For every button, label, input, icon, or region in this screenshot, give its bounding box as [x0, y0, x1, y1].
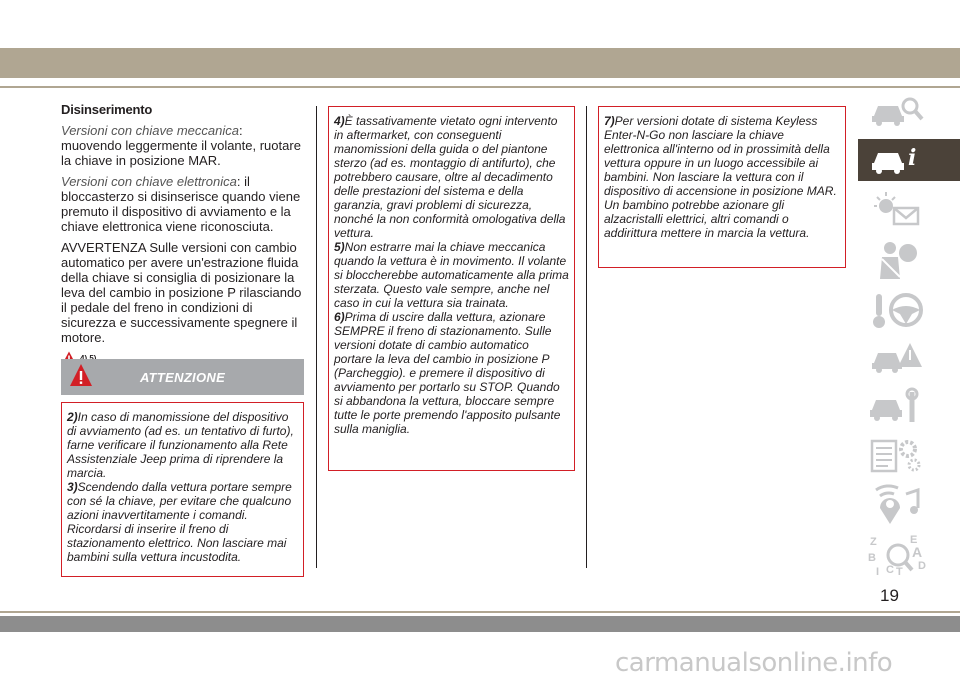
column-divider — [316, 106, 317, 568]
paragraph-body: : muovendo leggermente il volante, ruotare la chiave in posizione MAR. — [61, 123, 301, 168]
section-heading: Disinserimento — [61, 102, 153, 117]
index-letter: Z — [870, 536, 877, 548]
specs-gear-icon — [868, 435, 928, 477]
warning-light-message-icon — [868, 190, 928, 228]
footer-watermark: carmanualsonline.info — [615, 648, 893, 678]
note-text: Scendendo dalla vettura portare sempre con sé la chiave, per evitare che qualcuno azioni inavvertitamente i comandi. Ricordarsi di inserire il freno di stazionamento elettrico. Non lasciare mai bambini sulla vettura incustodita. — [67, 480, 292, 564]
note-number: 6) — [334, 310, 345, 324]
paragraph-warning-note: AVVERTENZA Sulle versioni con cambio automatico per avere un'estrazione fluida della chiave si consiglia di posizionare la leva del cambio in posizione P rilasciando il pedale del freno in condizioni di sicurezza e successivamente spegnere il motore. — [61, 240, 302, 345]
note-item — [334, 310, 569, 436]
multimedia-music-icon — [868, 484, 928, 526]
note-item — [67, 480, 298, 564]
page-number: 19 — [880, 586, 899, 605]
paragraph-mechanical-key — [61, 123, 306, 168]
sidebar-tab-index[interactable] — [858, 531, 960, 577]
bottom-rule — [0, 611, 960, 613]
sidebar-tab-maintenance[interactable] — [858, 384, 960, 426]
sidebar-tab-starting[interactable] — [858, 286, 960, 328]
top-rule — [0, 86, 960, 88]
note-item — [334, 240, 569, 310]
attention-header — [61, 359, 304, 395]
note-text: Non estrarre mai la chiave meccanica quando la vettura è in movimento. Il volante si bloccherebbe automaticamente alla prima sterzata. Questo vale sempre, anche nel caso in cui la vettura sia trainata. — [334, 240, 569, 310]
car-wrench-icon — [868, 386, 928, 428]
index-letter: B — [868, 552, 876, 564]
index-letter: E — [910, 534, 918, 546]
column-1 — [61, 102, 306, 366]
column-divider — [586, 106, 587, 568]
attention-box-1 — [61, 402, 304, 577]
note-text: Per versioni dotate di sistema Keyless Enter-N-Go non lasciare la chiave elettronica all'interno od in prossimità della vettura oppure in un luogo accessibile ai bambini. Non lasciare la vettura con il dispositivo di accensione in posizione MAR. Un bambino potrebbe azionare gli alzacristalli elettrici, altri comandi o addirittura mettere in marcia la vettura. — [604, 114, 837, 240]
note-number: 3) — [67, 480, 78, 494]
note-number: 4) — [334, 114, 345, 128]
note-item — [67, 410, 298, 480]
attention-box-2 — [328, 106, 575, 471]
sidebar-tab-car-info[interactable] — [858, 139, 960, 181]
note-number: 2) — [67, 410, 78, 424]
car-search-icon — [868, 92, 928, 130]
car-accident-warning-icon — [868, 337, 928, 379]
car-info-icon — [868, 141, 928, 179]
attention-box-3 — [598, 106, 846, 268]
steering-wheel-key-icon — [868, 288, 928, 332]
attention-title: ATTENZIONE — [139, 369, 226, 385]
sidebar-tab-safety[interactable] — [858, 237, 960, 279]
paragraph-body: : il bloccasterzo si disinserisce quando viene premuto il dispositivo di avviamento e la chiave elettronica viene riconosciuta. — [61, 174, 301, 234]
paragraph-lead: Versioni con chiave meccanica — [61, 123, 239, 138]
top-header-band — [0, 48, 960, 78]
index-letter: A — [912, 544, 923, 560]
airbag-seatbelt-icon — [868, 239, 928, 281]
index-letter: I — [876, 566, 880, 577]
sidebar-tab-warning-lights[interactable] — [858, 188, 960, 230]
index-letter: D — [918, 560, 926, 572]
note-item — [334, 114, 569, 240]
bottom-footer-band — [0, 616, 960, 632]
note-text: È tassativamente vietato ogni intervento in aftermarket, con conseguenti manomissioni della guida o del piantone sterzo (ad es. montaggio di antifurto), che potrebbero causare, oltre al decadimento delle prestazioni del sistema e della garanzia, gravi problemi di sicurezza, nonché la non conformità omologativa della vettura. — [334, 114, 566, 240]
sidebar-tab-car-search[interactable] — [858, 90, 960, 132]
note-number: 5) — [334, 240, 345, 254]
sidebar-tab-technical-data[interactable] — [858, 433, 960, 475]
note-number: 7) — [604, 114, 615, 128]
paragraph-electronic-key — [61, 174, 306, 234]
note-text: In caso di manomissione del dispositivo di avviamento (ad es. un tentativo di furto), farne verificare il funzionamento alla Rete Assistenziale Jeep prima di riprendere la marcia. — [67, 410, 294, 480]
index-letter: C — [886, 564, 894, 576]
sidebar-tab-multimedia[interactable] — [858, 482, 960, 524]
note-text: Prima di uscire dalla vettura, azionare SEMPRE il freno di stazionamento. Sulle versioni dotate di cambio automatico portare la leva del cambio in posizione P (Parcheggio). e premere il dispositivo di avviamento per portarlo su STOP. Quando si abbandona la vettura, bloccare sempre tutte le porte premendo l'apposito pulsante sulla maniglia. — [334, 310, 561, 436]
note-item — [604, 114, 840, 240]
sidebar-tab-emergency[interactable] — [858, 335, 960, 377]
index-letter: T — [896, 566, 903, 577]
svg-text:i: i — [908, 145, 917, 171]
paragraph-lead: Versioni con chiave elettronica — [61, 174, 237, 189]
alphabetical-index-icon — [868, 533, 938, 577]
